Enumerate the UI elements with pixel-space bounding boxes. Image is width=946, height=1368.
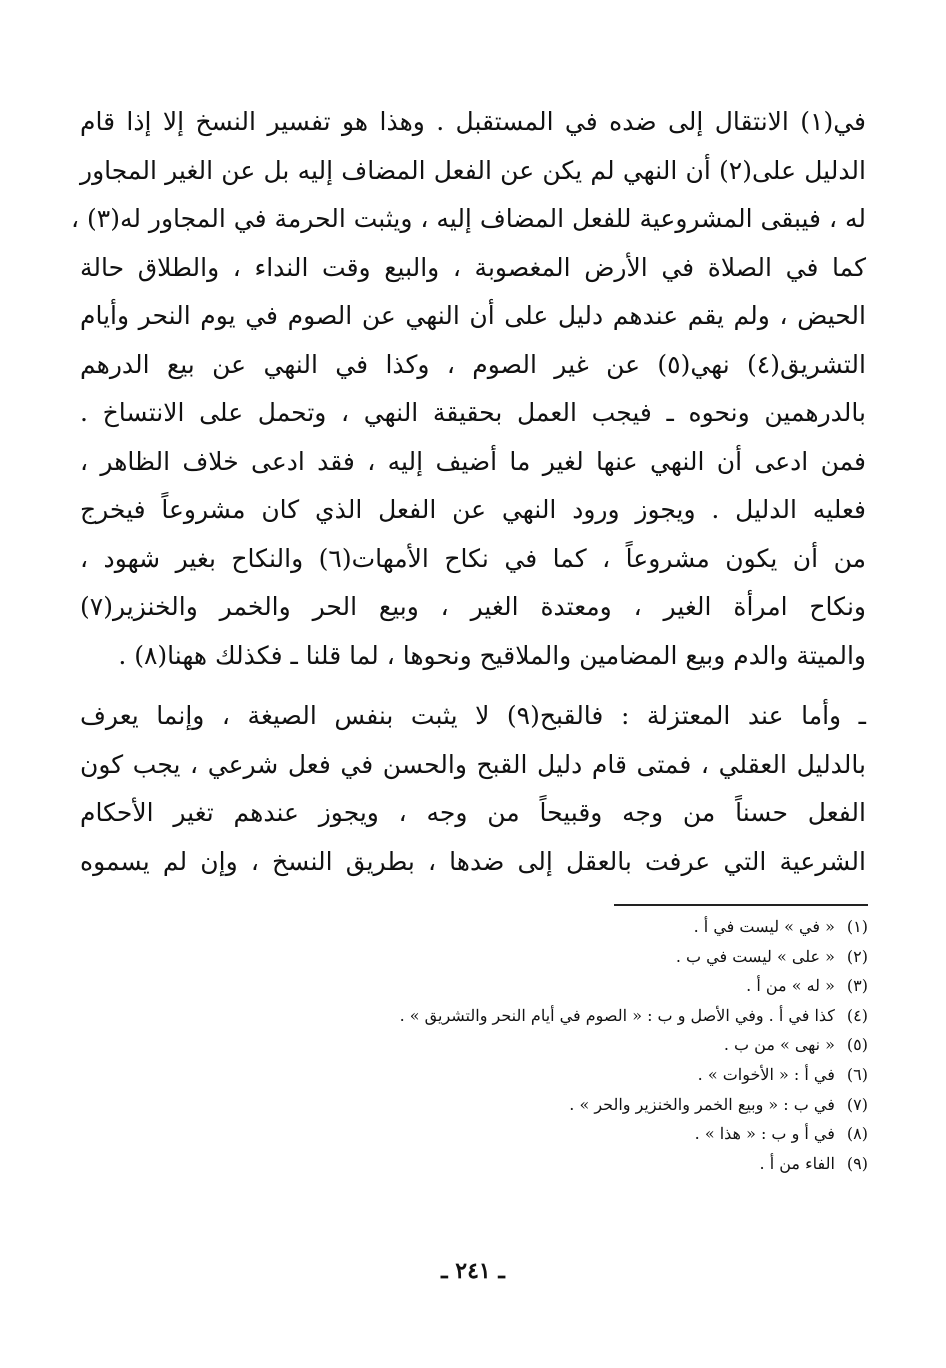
footnote xyxy=(80,942,868,972)
footnote-text: « في » ليست في أ . xyxy=(693,917,835,936)
footnote-number: (٤) xyxy=(846,1005,868,1025)
paragraph-2 xyxy=(80,692,866,886)
footnote xyxy=(80,1149,868,1179)
text-line: كما في الصلاة في الأرض المغصوبة ، والبيع وقت النداء ، والطلاق حالة xyxy=(80,252,866,282)
page-number: ـ ٢٤١ ـ xyxy=(441,1258,505,1284)
footnote xyxy=(80,1090,868,1120)
text-line: الدليل على(٢) أن النهي لم يكن عن الفعل المضاف إليه بل عن الغير المجاور xyxy=(80,155,866,185)
footnote-divider xyxy=(614,904,868,906)
text-line: فعليه الدليل . ويجوز ورود النهي عن الفعل الذي كان مشروعاً فيخرج xyxy=(80,495,866,524)
footnote-number: (٢) xyxy=(846,946,868,966)
text-line: في(١) الانتقال إلى ضده في المستقبل . وهذا هو تفسير النسخ إلا إذا قام xyxy=(80,107,866,136)
footnote-number: (٨) xyxy=(846,1124,868,1144)
footnote xyxy=(80,1030,868,1060)
footnote xyxy=(80,971,868,1001)
footnote-number: (٩) xyxy=(846,1153,868,1173)
footnote-number: (٥) xyxy=(846,1035,868,1055)
footnote-text: في أ و ب : « هذا » . xyxy=(694,1124,835,1144)
footnote-text: « نهى » من ب . xyxy=(723,1035,835,1055)
text-line: ـ وأما عند المعتزلة : فالقبح(٩) لا يثبت بنفس الصيغة ، وإنما يعرف xyxy=(80,701,866,730)
footnote-text: « على » ليست في ب . xyxy=(675,946,835,966)
text-line: الشرعية التي عرفت بالعقل إلى ضدها ، بطريق النسخ ، وإن لم يسموه xyxy=(80,846,866,876)
footnote xyxy=(80,1119,868,1149)
text-line: التشريق(٤) نهي(٥) عن غير الصوم ، وكذا في النهي عن بيع الدرهم xyxy=(80,349,866,379)
text-line: الحيض ، ولم يقم عندهم دليل على أن النهي عن الصوم في يوم النحر وأيام xyxy=(80,301,866,330)
text-line: من أن يكون مشروعاً ، كما في نكاح الأمهات(٦) والنكاح بغير شهود ، xyxy=(80,543,866,573)
text-line: فمن ادعى أن النهي عنها لغير ما أضيف إليه ، فقد ادعى خلاف الظاهر ، xyxy=(80,446,866,476)
footnote xyxy=(80,1001,868,1031)
footnote-text: في ب : « وبيع الخمر والخنزير والحر » . xyxy=(569,1094,835,1114)
paragraph-1 xyxy=(70,98,866,680)
footnote-number: (٣) xyxy=(846,976,868,996)
footnote-number: (١) xyxy=(846,917,868,936)
footnote-text: كذا في أ . وفي الأصل و ب : « الصوم في أيام النحر والتشريق » . xyxy=(399,1005,835,1025)
text-line: بالدليل العقلي ، فمتى قام دليل القبح والحسن في فعل شرعي ، يجب كون xyxy=(80,749,866,779)
footnote-number: (٧) xyxy=(846,1094,868,1114)
footnote xyxy=(80,1060,868,1090)
footnote-number: (٦) xyxy=(846,1064,868,1084)
footnote-text: في أ : « الأخوات » . xyxy=(697,1064,835,1084)
text-line: بالدرهمين ونحوه ـ فيجب العمل بحقيقة النهي ، وتحمل على الانتساخ . xyxy=(80,398,866,427)
footnote xyxy=(80,912,868,942)
footnotes xyxy=(80,912,868,1178)
text-line: والميتة والدم وبيع المضامين والملاقيح ونحوها ، لما قلنا ـ فكذلك ههنا(٨) . xyxy=(118,640,866,670)
footnote-text: الفاء من أ . xyxy=(759,1153,835,1173)
footnote-text: « له » من أ . xyxy=(746,976,835,996)
text-line: ونكاح امرأة الغير ، ومعتدة الغير ، وبيع الحر والخمر والخنزير(٧) xyxy=(80,592,866,621)
text-line: له ، فيبقى المشروعية للفعل المضاف إليه ، ويثبت الحرمة في المجاور له(٣) ، xyxy=(70,204,866,233)
text-line: الفعل حسناً من وجه وقبيحاً من وجه ، ويجوز عندهم تغير الأحكام xyxy=(80,798,866,827)
